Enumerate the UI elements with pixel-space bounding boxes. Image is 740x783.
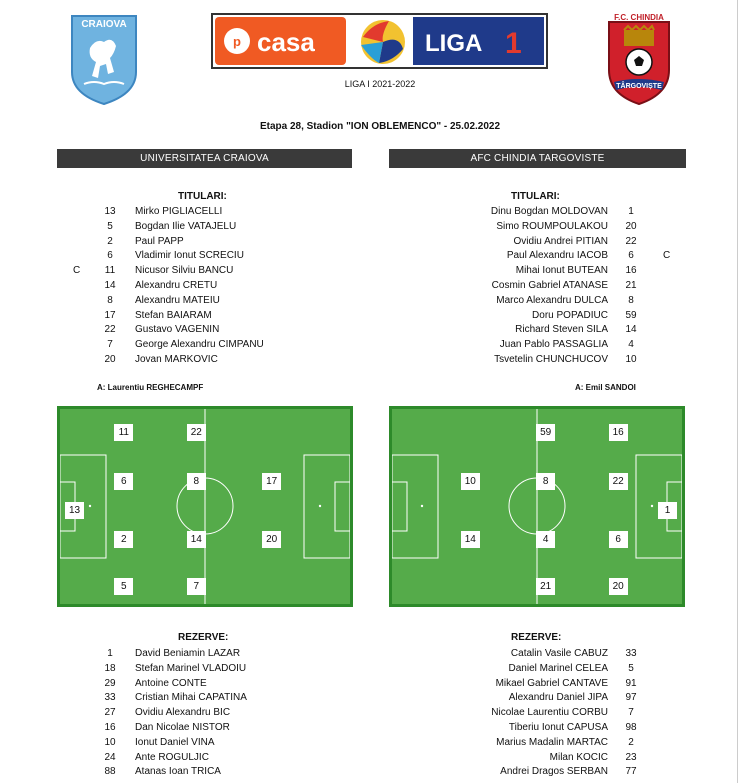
player-row — [380, 691, 680, 706]
formation-player-box: 13 — [65, 502, 84, 519]
player-name: Juan Pablo PASSAGLIA — [499, 339, 608, 351]
player-name: Marco Alexandru DULCA — [496, 294, 608, 306]
player-number: 33 — [625, 648, 637, 659]
formation-player-box: 14 — [187, 531, 206, 548]
player-name: Stefan BAIARAM — [135, 309, 212, 321]
player-row — [380, 338, 680, 353]
player-name: Vladimir Ionut SCRECIU — [135, 250, 244, 262]
player-name: Mikael Gabriel CANTAVE — [495, 677, 608, 689]
player-number: 16 — [104, 721, 116, 733]
player-name: Dan Nicolae NISTOR — [135, 721, 230, 733]
home-subs-list — [60, 647, 360, 780]
captain-mark: C — [663, 250, 671, 262]
home-starters-list — [60, 205, 360, 368]
player-number: 5 — [107, 220, 113, 232]
player-name: Richard Steven SILA — [515, 324, 608, 336]
sponsor-text: casa — [257, 27, 315, 57]
player-row — [60, 691, 360, 706]
formation-player-box: 20 — [609, 578, 628, 595]
formation-player-box: 7 — [187, 578, 206, 595]
player-row — [60, 279, 360, 294]
player-name: Doru POPADIUC — [532, 309, 608, 321]
player-row — [60, 294, 360, 309]
away-starters-title: TITULARI: — [511, 191, 560, 202]
player-number: 1 — [628, 206, 634, 217]
player-row — [60, 662, 360, 677]
player-name: Ovidiu Alexandru BIC — [135, 707, 231, 719]
player-name: Dinu Bogdan MOLDOVAN — [490, 206, 608, 217]
player-name: Nicusor Silviu BANCU — [135, 265, 234, 277]
player-number: 1 — [107, 648, 113, 659]
player-number: 10 — [625, 353, 637, 365]
player-number: 27 — [104, 707, 116, 719]
player-row — [380, 662, 680, 677]
player-name: Alexandru MATEIU — [135, 294, 220, 306]
away-subs-title: REZERVE: — [511, 632, 562, 643]
player-name: Ovidiu Andrei PITIAN — [513, 235, 608, 247]
player-number: 77 — [625, 766, 637, 778]
player-number: 8 — [628, 294, 634, 306]
player-name: Cosmin Gabriel ATANASE — [491, 279, 608, 291]
player-row — [380, 205, 680, 220]
player-row — [380, 264, 680, 279]
home-logo-text: CRAIOVA — [81, 19, 127, 30]
player-name: Cristian Mihai CAPATINA — [135, 692, 247, 704]
formation-player-box: 21 — [536, 578, 555, 595]
player-row — [380, 706, 680, 721]
formation-player-box: 59 — [536, 424, 555, 441]
player-row — [380, 249, 680, 264]
away-coach: A: Emil SANDOI — [575, 383, 636, 392]
formation-player-box: 14 — [461, 531, 480, 548]
player-number: 2 — [628, 736, 634, 748]
formation-player-box: 22 — [609, 473, 628, 490]
player-number: 6 — [107, 250, 113, 262]
player-number: 14 — [104, 279, 116, 291]
player-number: 24 — [104, 751, 116, 763]
formation-player-box: 11 — [114, 424, 133, 441]
player-number: 11 — [104, 265, 116, 277]
player-row — [60, 249, 360, 264]
player-number: 18 — [104, 662, 116, 674]
player-name: Paul PAPP — [135, 235, 184, 247]
player-number: 10 — [104, 736, 116, 748]
player-row — [380, 323, 680, 338]
home-coach: A: Laurentiu REGHECAMPF — [97, 383, 204, 392]
player-number: 20 — [625, 220, 637, 232]
player-row — [60, 220, 360, 235]
player-row — [60, 751, 360, 766]
player-name: Mirko PIGLIACELLI — [135, 206, 223, 217]
player-name: George Alexandru CIMPANU — [135, 339, 264, 351]
player-row — [380, 353, 680, 368]
formation-player-box: 22 — [187, 424, 206, 441]
player-number: 98 — [625, 721, 637, 733]
league-logo-text: LIGA — [425, 30, 483, 57]
player-name: Simo ROUMPOULAKOU — [496, 220, 608, 232]
player-number: 97 — [625, 692, 637, 704]
player-row — [60, 736, 360, 751]
player-name: Ionut Daniel VINA — [135, 736, 215, 748]
player-name: David Beniamin LAZAR — [135, 648, 241, 659]
player-name: Milan KOCIC — [549, 751, 608, 763]
player-name: Gustavo VAGENIN — [135, 324, 220, 336]
banner-logos — [213, 15, 546, 67]
player-row — [60, 309, 360, 324]
formation-player-box: 6 — [114, 473, 133, 490]
formation-player-box: 6 — [609, 531, 628, 548]
formation-player-box: 17 — [262, 473, 281, 490]
player-number: 16 — [625, 265, 637, 277]
player-name: Bogdan Ilie VATAJELU — [135, 220, 237, 232]
player-name: Stefan Marinel VLADOIU — [135, 662, 247, 674]
player-number: 23 — [625, 751, 637, 763]
player-number: 7 — [628, 707, 634, 719]
league-banner — [211, 13, 548, 69]
craiova-crest-logo — [70, 14, 138, 106]
player-row — [380, 677, 680, 692]
player-name: Nicolae Laurentiu CORBU — [491, 707, 608, 719]
away-starters-list — [380, 205, 680, 368]
away-subs-list — [380, 647, 680, 780]
player-name: Jovan MARKOVIC — [135, 353, 218, 365]
player-number: 33 — [104, 692, 116, 704]
formation-player-box: 16 — [609, 424, 628, 441]
player-name: Atanas Ioan TRICA — [135, 766, 221, 778]
player-row — [380, 220, 680, 235]
player-row — [380, 279, 680, 294]
player-name: Tsvetelin CHUNCHUCOV — [494, 353, 608, 365]
home-team-bar: UNIVERSITATEA CRAIOVA — [57, 149, 352, 168]
player-number: 4 — [628, 339, 634, 351]
player-name: Alexandru CRETU — [135, 279, 218, 291]
player-name: Ante ROGULJIC — [135, 751, 209, 763]
player-row — [380, 736, 680, 751]
player-number: 13 — [104, 206, 116, 217]
player-number: 6 — [628, 250, 634, 262]
away-formation-pitch — [389, 406, 685, 607]
player-number: 22 — [104, 324, 116, 336]
player-row — [60, 353, 360, 368]
formation-player-box: 8 — [187, 473, 206, 490]
player-number: 59 — [625, 309, 637, 321]
player-number: 88 — [104, 766, 116, 778]
player-name: Paul Alexandru IACOB — [506, 250, 608, 262]
player-row — [380, 721, 680, 736]
formation-player-box: 10 — [461, 473, 480, 490]
away-logo-subtext: TÂRGOVIȘTE — [616, 83, 662, 90]
player-row — [380, 235, 680, 250]
player-row — [380, 647, 680, 662]
player-number: 21 — [625, 279, 637, 291]
player-name: Catalin Vasile CABUZ — [510, 648, 608, 659]
player-name: Andrei Dragos SERBAN — [500, 766, 608, 778]
svg-text:p: p — [233, 34, 241, 49]
player-number: 17 — [104, 309, 116, 321]
player-number: 29 — [104, 677, 116, 689]
player-number: 91 — [625, 677, 637, 689]
player-row — [60, 721, 360, 736]
player-row — [60, 765, 360, 780]
home-starters-title: TITULARI: — [178, 191, 227, 202]
away-team-bar: AFC CHINDIA TARGOVISTE — [389, 149, 686, 168]
player-row — [60, 323, 360, 338]
formation-player-box: 20 — [262, 531, 281, 548]
player-name: Mihai Ionut BUTEAN — [515, 265, 608, 277]
player-row — [380, 765, 680, 780]
player-number: 8 — [107, 294, 113, 306]
season-label: LIGA I 2021-2022 — [344, 79, 416, 89]
home-formation-pitch — [57, 406, 353, 607]
player-name: Antoine CONTE — [135, 677, 207, 689]
player-number: 14 — [625, 324, 637, 336]
player-row — [380, 294, 680, 309]
formation-player-box: 2 — [114, 531, 133, 548]
player-name: Alexandru Daniel JIPA — [508, 692, 608, 704]
formation-player-box: 4 — [536, 531, 555, 548]
player-name: Marius Madalin MARTAC — [496, 736, 608, 748]
player-number: 7 — [107, 339, 113, 351]
formation-player-box: 8 — [536, 473, 555, 490]
player-row — [380, 751, 680, 766]
formation-player-box: 1 — [658, 502, 677, 519]
player-number: 20 — [104, 353, 116, 365]
player-row — [60, 235, 360, 250]
player-row — [60, 677, 360, 692]
away-logo-text: F.C. CHINDIA — [614, 13, 664, 22]
player-row — [380, 309, 680, 324]
player-number: 22 — [625, 235, 637, 247]
match-info: Etapa 28, Stadion "ION OBLEMENCO" - 25.02.2022 — [259, 121, 501, 132]
league-logo-number: 1 — [505, 27, 522, 60]
player-number: 5 — [628, 662, 634, 674]
player-name: Tiberiu Ionut CAPUSA — [508, 721, 608, 733]
player-row — [60, 264, 360, 279]
player-row — [60, 706, 360, 721]
player-row — [60, 205, 360, 220]
player-row — [60, 647, 360, 662]
player-number: 2 — [107, 235, 113, 247]
player-name: Daniel Marinel CELEA — [508, 662, 608, 674]
home-subs-title: REZERVE: — [178, 632, 229, 643]
formation-player-box: 5 — [114, 578, 133, 595]
chindia-crest-logo — [606, 12, 672, 106]
captain-mark: C — [73, 265, 81, 277]
player-row — [60, 338, 360, 353]
